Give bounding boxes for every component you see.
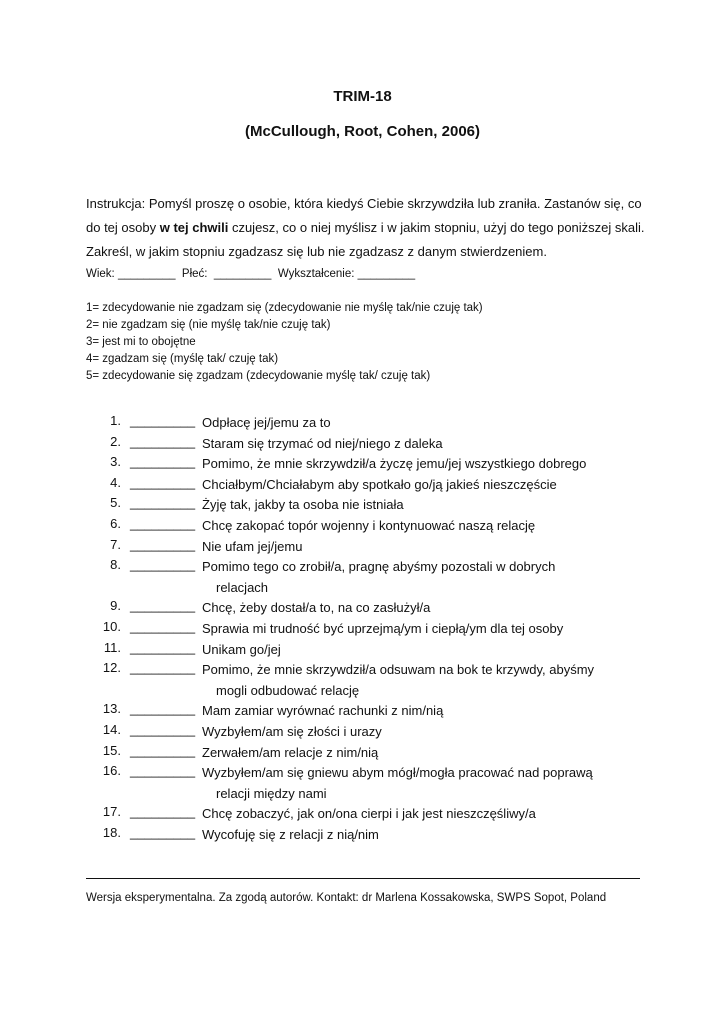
item-statement: [202, 701, 632, 722]
answer-blank[interactable]: _________: [130, 660, 196, 676]
item-statement: [202, 660, 632, 701]
item-statement: [202, 743, 632, 764]
item-number: 10.: [102, 618, 121, 634]
item-number: 3.: [110, 454, 121, 470]
item-statement-line: Staram się trzymać od niej/niego z daleka: [202, 435, 443, 451]
item-statement: [202, 495, 632, 516]
instruction-emphasis: w tej chwili: [159, 220, 229, 235]
item-statement-line: Chciałbym/Chciałabym aby spotkało go/ją jakieś nieszczęście: [202, 476, 557, 492]
item-number: 17.: [102, 804, 121, 820]
list-item: [0, 475, 725, 496]
answer-blank[interactable]: _________: [130, 824, 196, 840]
list-item: [0, 743, 725, 764]
age-field[interactable]: _________: [117, 268, 176, 280]
item-number: 14.: [102, 721, 121, 737]
list-item: [0, 454, 725, 475]
answer-blank[interactable]: _________: [130, 454, 196, 470]
footer-note: Wersja eksperymentalna. Za zgodą autorów. Kontakt: dr Marlena Kossakowska, SWPS Sopot, Poland: [86, 892, 607, 904]
item-number: 1.: [110, 413, 121, 428]
item-statement: [202, 804, 632, 825]
item-statement-line: Chcę zakopać topór wojenny i kontynuować naszą relację: [202, 517, 536, 533]
item-statement-line: Sprawia mi trudność być uprzejmą/ym i ciepłą/ym dla tej osoby: [202, 620, 564, 636]
item-number: 18.: [102, 824, 121, 840]
answer-blank[interactable]: _________: [130, 804, 196, 820]
item-number: 16.: [102, 763, 121, 779]
item-statement-line: Wyzbyłem/am się gniewu abym mógł/mogła pracować nad poprawą: [202, 765, 593, 781]
item-statement-line: Nie ufam jej/jemu: [202, 538, 303, 554]
item-statement: [202, 619, 632, 640]
scale-item: 3= jest mi to obojętne: [86, 336, 196, 348]
list-item: [0, 434, 725, 455]
scale-item: 5= zdecydowanie się zgadzam (zdecydowanie myślę tak/ czuję tak): [86, 370, 431, 382]
item-statement-line: Mam zamiar wyrównać rachunki z nim/nią: [202, 703, 444, 719]
age-label: Wiek:: [86, 268, 115, 280]
item-statement-line: Zerwałem/am relacje z nim/nią: [202, 744, 379, 760]
item-number: 12.: [102, 660, 121, 676]
answer-blank[interactable]: _________: [130, 598, 196, 614]
item-statement: [202, 434, 632, 455]
item-statement: [202, 475, 632, 496]
response-scale: [86, 300, 483, 385]
answer-blank[interactable]: _________: [130, 701, 196, 717]
item-statement-line: Żyję tak, jakby ta osoba nie istniała: [202, 497, 404, 513]
item-statement: [202, 825, 632, 846]
item-number: 11.: [103, 639, 121, 655]
item-statement: [202, 413, 632, 434]
answer-blank[interactable]: _________: [130, 474, 196, 490]
answer-blank[interactable]: _________: [130, 742, 196, 758]
item-statement-continuation: relacjach: [216, 579, 269, 595]
list-item: [0, 640, 725, 661]
instruction-text-1: Instrukcja: Pomyśl proszę o osobie, która kiedyś Ciebie skrzywdziła lub zraniła. Zastanów się, co do tej osoby: [86, 196, 642, 235]
instruction-paragraph: [86, 192, 656, 264]
answer-blank[interactable]: _________: [130, 495, 196, 511]
item-statement-line: Unikam go/jej: [202, 641, 281, 657]
item-number: 7.: [110, 536, 121, 552]
list-item: [0, 495, 725, 516]
answer-blank[interactable]: _________: [130, 433, 196, 449]
item-statement-continuation: relacji między nami: [216, 785, 327, 801]
list-item: [0, 660, 725, 701]
item-statement: [202, 640, 632, 661]
demographics-line: [86, 268, 415, 280]
item-statement-line: Pomimo, że mnie skrzywdził/a odsuwam na bok te krzywdy, abyśmy: [202, 662, 595, 678]
answer-blank[interactable]: _________: [130, 618, 196, 634]
item-statement: [202, 763, 632, 804]
list-item: [0, 804, 725, 825]
list-item: [0, 557, 725, 598]
page-title: TRIM-18: [333, 88, 392, 105]
item-number: 6.: [110, 515, 121, 531]
list-item: [0, 516, 725, 537]
answer-blank[interactable]: _________: [130, 721, 196, 737]
answer-blank[interactable]: _________: [130, 413, 196, 428]
item-statement-line: Chcę, żeby dostał/a to, na co zasłużył/a: [202, 600, 431, 616]
education-field[interactable]: _________: [357, 268, 416, 280]
scale-item: 4= zgadzam się (myślę tak/ czuję tak): [86, 353, 279, 365]
answer-blank[interactable]: _________: [130, 639, 196, 655]
item-number: 5.: [110, 495, 121, 511]
list-item: [0, 619, 725, 640]
item-list: [0, 413, 725, 845]
item-number: 15.: [102, 742, 121, 758]
list-item: [0, 825, 725, 846]
item-number: 8.: [110, 557, 121, 573]
list-item: [0, 701, 725, 722]
list-item: [0, 413, 725, 434]
sex-label: Płeć:: [181, 268, 208, 280]
item-number: 4.: [110, 474, 121, 490]
list-item: [0, 537, 725, 558]
item-statement: [202, 454, 632, 475]
answer-blank[interactable]: _________: [130, 536, 196, 552]
item-statement: [202, 516, 632, 537]
item-statement-line: Chcę zobaczyć, jak on/ona cierpi i jak jest nieszczęśliwy/a: [202, 806, 536, 822]
item-number: 9.: [110, 598, 121, 614]
education-label: Wykształcenie:: [277, 268, 355, 280]
item-statement: [202, 557, 632, 598]
scale-item: 1= zdecydowanie nie zgadzam się (zdecydowanie nie myślę tak/nie czuję tak): [86, 302, 483, 314]
item-statement-line: Pomimo, że mnie skrzywdził/a życzę jemu/jej wszystkiego dobrego: [202, 456, 587, 472]
footer-divider: [86, 878, 640, 879]
item-number: 2.: [110, 433, 121, 449]
item-statement: [202, 722, 632, 743]
item-statement-continuation: mogli odbudować relację: [216, 682, 360, 698]
item-statement-line: Pomimo tego co zrobił/a, pragnę abyśmy pozostali w dobrych: [202, 559, 556, 575]
list-item: [0, 598, 725, 619]
answer-blank[interactable]: _________: [130, 515, 196, 531]
item-statement-line: Odpłacę jej/jemu za to: [202, 415, 331, 430]
list-item: [0, 763, 725, 804]
answer-blank[interactable]: _________: [130, 763, 196, 779]
item-statement: [202, 537, 632, 558]
item-statement-line: Wycofuję się z relacji z nią/nim: [202, 826, 379, 842]
item-number: 13.: [102, 701, 121, 717]
answer-blank[interactable]: _________: [130, 557, 196, 573]
sex-field[interactable]: _________: [213, 268, 272, 280]
list-item: [0, 722, 725, 743]
scale-item: 2= nie zgadzam się (nie myślę tak/nie czuję tak): [86, 319, 331, 331]
instruction-text-2: czujesz, co o niej myślisz i w jakim stopniu, użyj do tego poniższej skali. Zakreśl, w jakim stopniu zgadzasz się lub nie zgadzasz z danym stwierdzeniem.: [86, 220, 645, 259]
item-statement: [202, 598, 632, 619]
item-statement-line: Wyzbyłem/am się złości i urazy: [202, 723, 382, 739]
authors-subtitle: (McCullough, Root, Cohen, 2006): [245, 123, 480, 140]
